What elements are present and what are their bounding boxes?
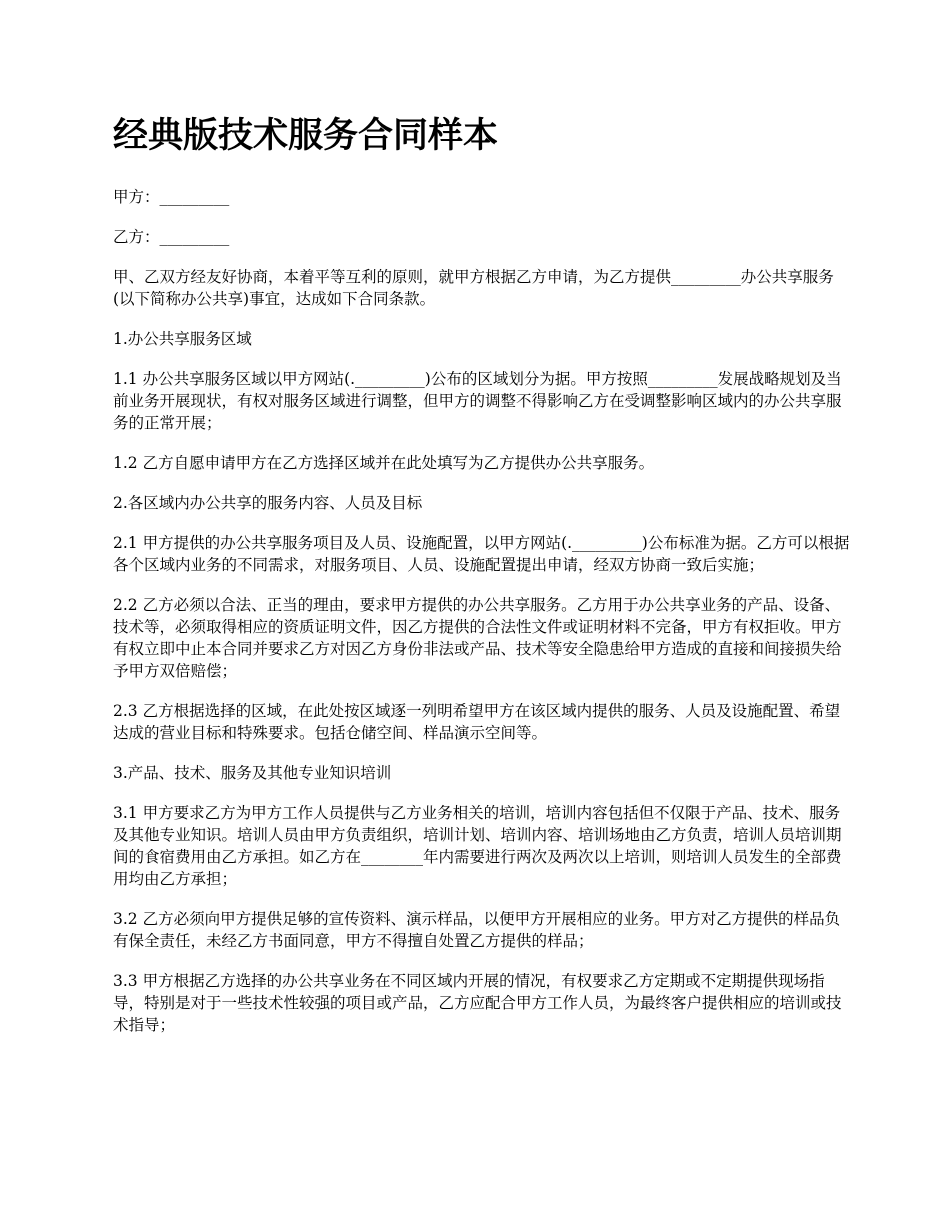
document-page [113,112,853,1054]
preamble-paragraph: 甲、乙双方经友好协商，本着平等互利的原则，就甲方根据乙方申请，为乙方提供_________办公共享服务(以下简称办公共享)事宜，达成如下合同条款。 [113,268,834,308]
section-heading-1: 1.办公共享服务区域 [113,330,252,348]
clause-1-1: 1.1 办公共享服务区域以甲方网站(._________)公布的区域划分为据。甲方按照_________发展战略规划及当前业务开展现状，有权对服务区域进行调整，但甲方的调整不得影响乙方在受调整影响区域内的办公共享服务的正常开展； [113,370,842,432]
clause-3-3: 3.3 甲方根据乙方选择的办公共享业务在不同区域内开展的情况，有权要求乙方定期或不定期提供现场指导，特别是对于一些技术性较强的项目或产品，乙方应配合甲方工作人员，为最终客户提供相应的培训或技术指导； [113,972,842,1034]
clause-1-2: 1.2 乙方自愿申请甲方在乙方选择区域并在此处填写为乙方提供办公共享服务。 [113,454,655,472]
section-heading-3: 3.产品、技术、服务及其他专业知识培训 [113,764,392,782]
party-a-line: 甲方：_________ [113,188,230,206]
clause-3-1: 3.1 甲方要求乙方为甲方工作人员提供与乙方业务相关的培训，培训内容包括但不仅限于产品、技术、服务及其他专业知识。培训人员由甲方负责组织，培训计划、培训内容、培训场地由乙方负责，培训人员培训期间的食宿费用由乙方承担。如乙方在________年内需要进行两次及两次以上培训，则培训人员发生的全部费用均由乙方承担； [113,804,842,888]
clause-2-2: 2.2 乙方必须以合法、正当的理由，要求甲方提供的办公共享服务。乙方用于办公共享业务的产品、设备、技术等，必须取得相应的资质证明文件，因乙方提供的合法性文件或证明材料不完备，甲方有权拒收。甲方有权立即中止本合同并要求乙方对因乙方身份非法或产品、技术等安全隐患给甲方造成的直接和间接损失给予甲方双倍赔偿； [113,596,842,680]
section-heading-2: 2.各区域内办公共享的服务内容、人员及目标 [113,494,423,512]
party-b-line: 乙方：_________ [113,228,230,246]
clause-2-1: 2.1 甲方提供的办公共享服务项目及人员、设施配置，以甲方网站(._________)公布标准为据。乙方可以根据各个区域内业务的不同需求，对服务项目、人员、设施配置提出申请，经双方协商一致后实施； [113,534,850,574]
document-title: 经典版技术服务合同样本 [113,116,499,156]
clause-2-3: 2.3 乙方根据选择的区域，在此处按区域逐一列明希望甲方在该区域内提供的服务、人员及设施配置、希望达成的营业目标和特殊要求。包括仓储空间、样品演示空间等。 [113,702,841,742]
clause-3-2: 3.2 乙方必须向甲方提供足够的宣传资料、演示样品，以便甲方开展相应的业务。甲方对乙方提供的样品负有保全责任，未经乙方书面同意，甲方不得擅自处置乙方提供的样品； [113,910,841,950]
